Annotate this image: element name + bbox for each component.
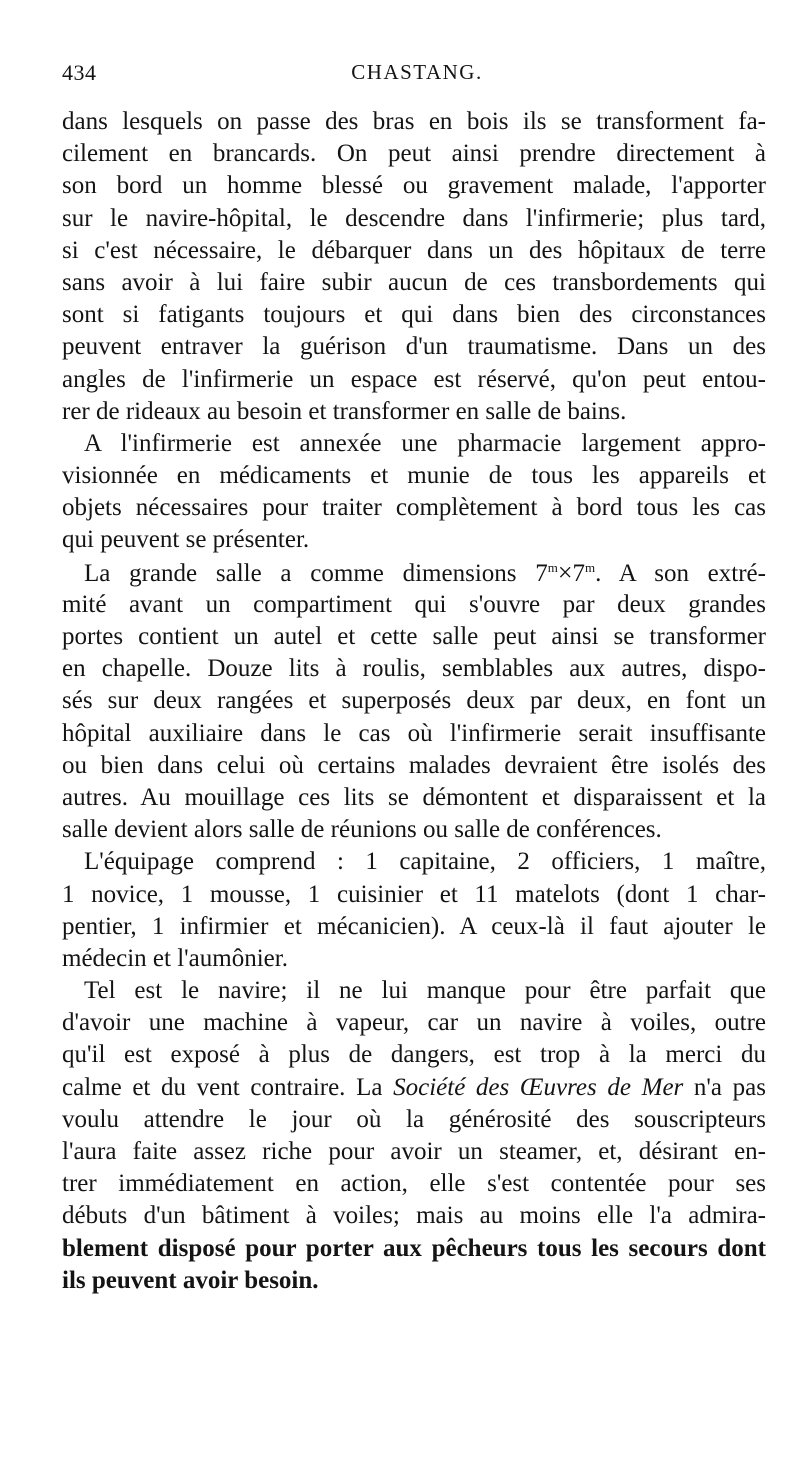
text-line: son bord un homme blessé ou gravement malade, l'apporter — [62, 172, 766, 200]
running-head: CHASTANG. — [351, 60, 483, 84]
text-line: débuts d'un bâtiment à voiles; mais au moins elle l'a admira- — [62, 1202, 766, 1230]
society-name-italic: Société des Œuvres de Mer — [393, 1073, 684, 1101]
text-line: ils peuvent avoir besoin. — [62, 1266, 319, 1294]
text-line: A l'infirmerie est annexée une pharmacie largement appro- — [84, 429, 766, 457]
text-line: portes contient un autel et cette salle peut ainsi se transformer — [62, 623, 766, 650]
text-line: l'aura faite assez riche pour avoir un steamer, et, désirant en- — [62, 1138, 766, 1165]
text-line: peuvent entraver la guérison d'un traumatisme. Dans un des — [62, 333, 766, 361]
text-line: sans avoir à lui faire subir aucun de ces transbordements qui — [62, 268, 766, 296]
text-line: qu'il est exposé à plus de dangers, est trop à la merci du — [62, 1041, 766, 1069]
text-line: dans lesquels on passe des bras en bois ils se transforment fa- — [62, 108, 766, 135]
text-line: L'équipage comprend : 1 capitaine, 2 officiers, 1 maître, — [84, 848, 766, 876]
page-header — [62, 60, 762, 90]
unit-exponent: m — [585, 559, 596, 575]
text-line: visionnée en médicaments et munie de tous les appareils et — [62, 462, 766, 490]
text-line: d'avoir une machine à vapeur, car un navire à voiles, outre — [62, 1009, 766, 1037]
text-line: hôpital auxiliaire dans le cas où l'infirmerie serait insuffisante — [62, 719, 766, 747]
text-after-emphasis: n'a pas — [683, 1073, 766, 1101]
text-line: trer immédiatement en action, elle s'est contentée pour ses — [62, 1170, 766, 1198]
text-line: si c'est nécessaire, le débarquer dans un des hôpitaux de terre — [62, 236, 766, 264]
text-line: qui peuvent se présenter. — [62, 526, 310, 554]
text-line: médecin et l'aumônier. — [62, 944, 288, 972]
text-line: ou bien dans celui où certains malades devraient être isolés des — [62, 751, 766, 779]
dimensions-text-before: La grande salle a comme dimensions 7 — [84, 559, 548, 587]
text-line: voulu attendre le jour où la générosité des souscripteurs — [62, 1105, 766, 1133]
text-line: Tel est le navire; il ne lui manque pour être parfait que — [84, 977, 766, 1005]
body-text — [62, 106, 766, 1297]
text-line: pentier, 1 infirmier et mécanicien). A ceux-là il faut ajouter le — [62, 912, 766, 940]
text-line: blement disposé pour porter aux pêcheurs tous les secours dont — [62, 1234, 766, 1262]
text-line: angles de l'infirmerie un espace est réservé, qu'on peut entou- — [62, 365, 766, 393]
text-line-dimensions — [62, 557, 766, 589]
text-line: cilement en brancards. On peut ainsi prendre directement à — [62, 140, 766, 168]
text-before-emphasis: calme et du vent contraire. La — [62, 1073, 394, 1101]
text-line-emphasis — [62, 1072, 766, 1104]
text-line: salle devient alors salle de réunions ou salle de conférences. — [62, 816, 662, 844]
text-line: rer de rideaux au besoin et transformer en salle de bains. — [62, 397, 627, 425]
text-line: en chapelle. Douze lits à roulis, semblables aux autres, dispo- — [62, 655, 766, 683]
unit-exponent: m — [547, 559, 558, 575]
dimensions-text-after: . A son extré- — [595, 559, 766, 587]
page-number: 434 — [62, 60, 97, 85]
text-line: sés sur deux rangées et superposés deux par deux, en font un — [62, 687, 766, 715]
text-line: mité avant un compartiment qui s'ouvre par deux grandes — [62, 590, 766, 618]
text-line: sont si fatigants toujours et qui dans bien des circonstances — [62, 301, 766, 329]
text-line: sur le navire-hôpital, le descendre dans l'infirmerie; plus tard, — [62, 204, 766, 232]
text-line: objets nécessaires pour traiter complètement à bord tous les cas — [62, 494, 766, 522]
dimensions-text-mid: 7 — [572, 559, 586, 587]
text-line: autres. Au mouillage ces lits se démontent et disparaissent et la — [62, 783, 766, 811]
text-line: 1 novice, 1 mousse, 1 cuisinier et 11 matelots (dont 1 char- — [62, 880, 766, 908]
multiplication-sign: × — [557, 557, 573, 587]
